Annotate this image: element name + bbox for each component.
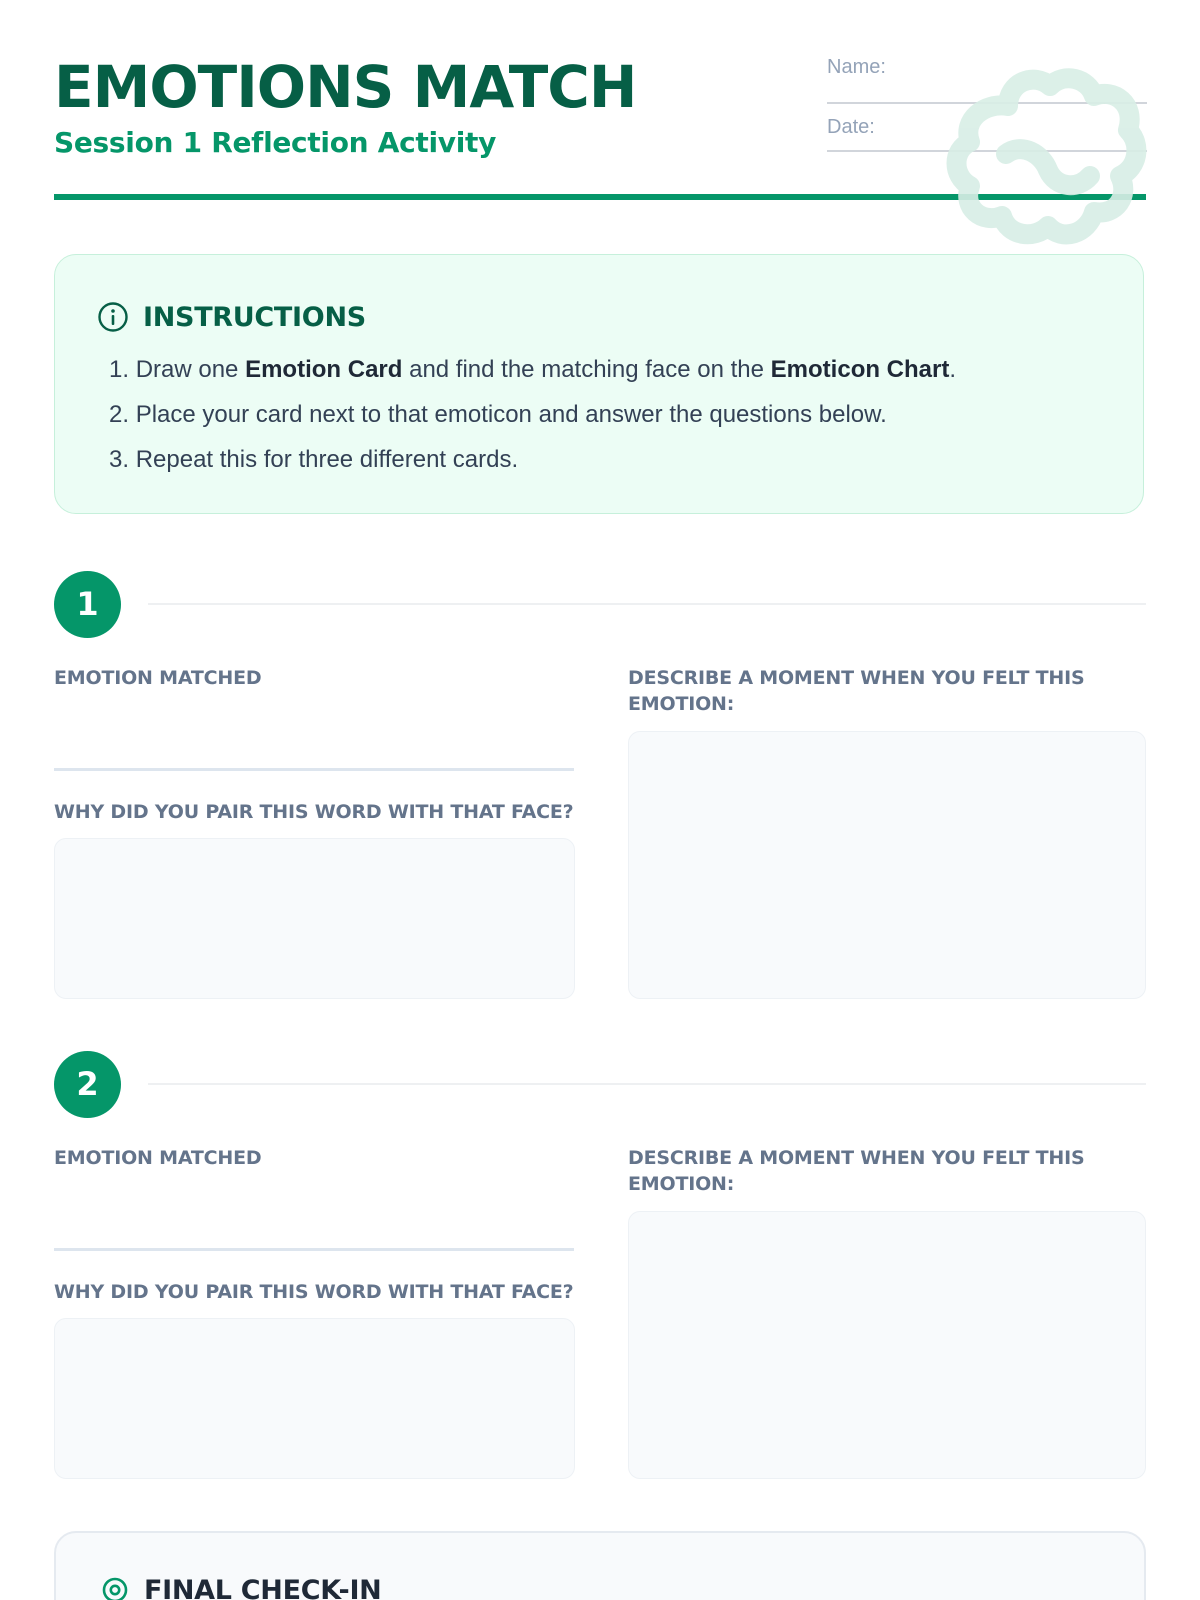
instruction-step-2: 2. Place your card next to that emoticon and answer the questions below. [109, 401, 887, 428]
puzzle-piece-icon [938, 58, 1148, 258]
final-check-in-heading [100, 1575, 381, 1600]
section-number-badge: 1 [54, 571, 121, 638]
section-divider [148, 1083, 1146, 1085]
worksheet-subtitle: Session 1 Reflection Activity [54, 126, 497, 159]
instructions-panel [54, 254, 1144, 514]
instructions-heading [97, 297, 366, 337]
instructions-title: INSTRUCTIONS [143, 301, 366, 333]
worksheet-page [54, 0, 1146, 1600]
section-divider [148, 603, 1146, 605]
instruction-step-1: 1. Draw one Emotion Card and find the matching face on the Emoticon Chart. [109, 356, 957, 383]
emotion-matched-field[interactable] [54, 1248, 574, 1251]
describe-moment-answer-box[interactable] [628, 1211, 1146, 1479]
describe-moment-answer-box[interactable] [628, 731, 1146, 999]
why-pair-answer-box[interactable] [54, 838, 575, 999]
why-pair-label: WHY DID YOU PAIR THIS WORD WITH THAT FACE? [54, 1281, 574, 1303]
section-number-badge: 2 [54, 1051, 121, 1118]
describe-moment-label: DESCRIBE A MOMENT WHEN YOU FELT THIS EMOTION: [628, 667, 1085, 715]
emotion-matched-label: EMOTION MATCHED [54, 667, 262, 689]
final-check-in-title: FINAL CHECK-IN [144, 1575, 382, 1600]
info-circle-icon [97, 301, 129, 333]
location-target-icon [100, 1576, 130, 1600]
instructions-list [109, 347, 956, 482]
date-label: Date: [827, 116, 875, 138]
reflection-section-2 [54, 1051, 1146, 1483]
describe-moment-label: DESCRIBE A MOMENT WHEN YOU FELT THIS EMOTION: [628, 1147, 1085, 1195]
worksheet-title: EMOTIONS MATCH [54, 53, 637, 121]
reflection-section-1 [54, 571, 1146, 1003]
emotion-matched-field[interactable] [54, 768, 574, 771]
final-check-in-panel [54, 1531, 1146, 1600]
name-label: Name: [827, 56, 886, 78]
emotion-matched-label: EMOTION MATCHED [54, 1147, 262, 1169]
instruction-step-3: 3. Repeat this for three different cards. [109, 446, 519, 473]
why-pair-answer-box[interactable] [54, 1318, 575, 1479]
why-pair-label: WHY DID YOU PAIR THIS WORD WITH THAT FACE? [54, 801, 574, 823]
